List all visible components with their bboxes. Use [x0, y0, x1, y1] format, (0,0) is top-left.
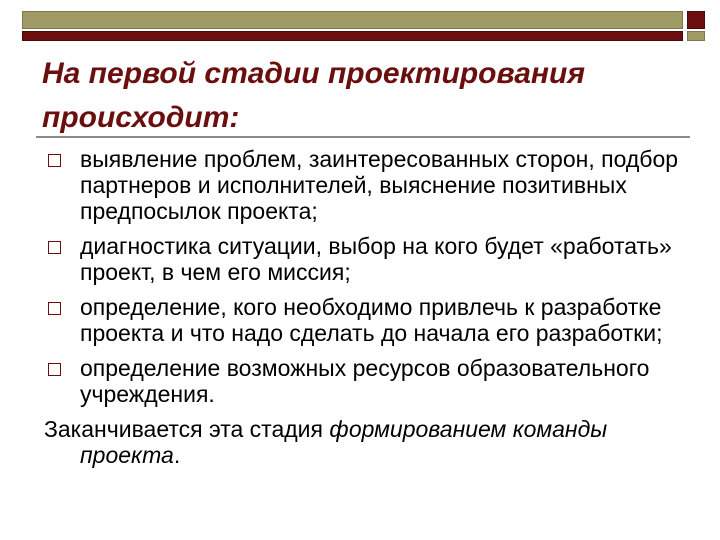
conclusion-paragraph [44, 416, 684, 468]
header-square-dark [687, 11, 705, 29]
bullet-text: выявление проблем, заинтересованных сторон, подбор партнеров и исполнителей, выяснение позитивных предпосылок проекта; [80, 146, 679, 224]
bullet-text: диагностика ситуации, выбор на кого будет «работать» проект, в чем его миссия; [80, 233, 672, 285]
header-square-olive [687, 31, 705, 41]
list-item [44, 146, 684, 224]
square-bullet-icon [48, 154, 61, 167]
square-bullet-icon [48, 363, 61, 376]
square-bullet-icon [48, 241, 61, 254]
conclusion-end: . [173, 442, 181, 468]
bullet-text: определение возможных ресурсов образовательного учреждения. [80, 355, 650, 407]
bullet-text: определение, кого необходимо привлечь к разработке проекта и что надо сделать до начала его разработки; [80, 294, 663, 346]
conclusion-emphasis: формированием команды проекта [80, 416, 608, 468]
header-band-dark [22, 31, 683, 41]
bullet-list [44, 146, 684, 477]
slide-title: На первой стадии проектирования происходит: [42, 57, 585, 134]
title-divider [36, 136, 690, 138]
list-item [44, 355, 684, 407]
header-band-olive [22, 11, 683, 29]
list-item [44, 294, 684, 346]
list-item [44, 233, 684, 285]
conclusion-text: Заканчивается эта стадия [44, 416, 330, 442]
square-bullet-icon [48, 302, 61, 315]
